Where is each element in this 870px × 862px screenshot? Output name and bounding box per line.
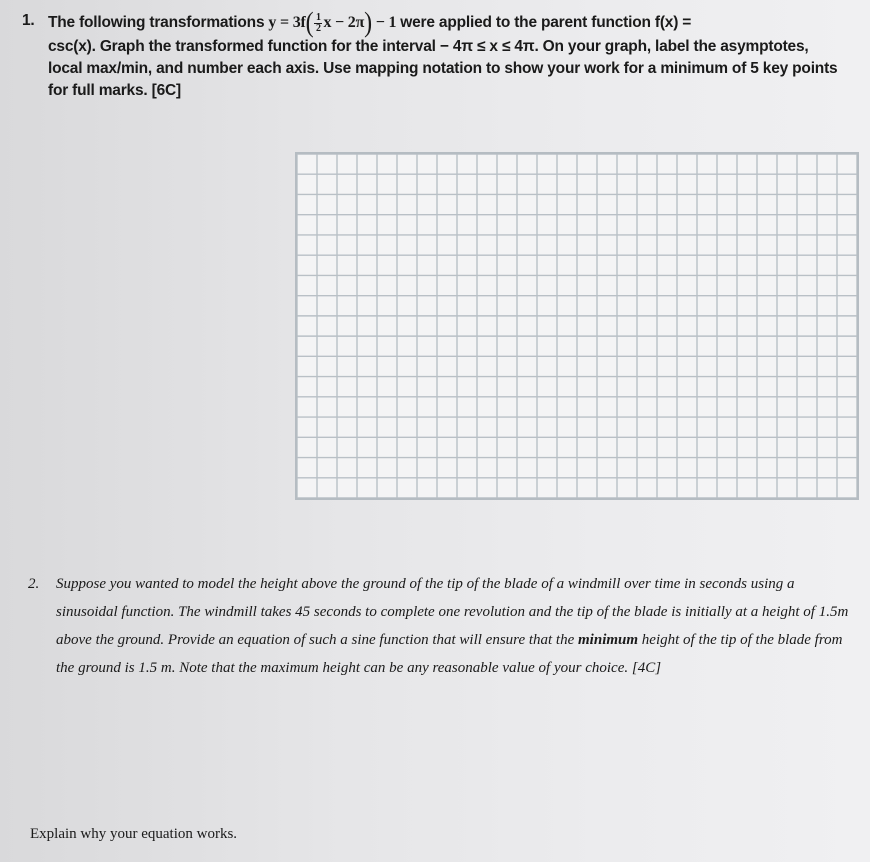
question-2-emphasis: minimum <box>578 632 639 648</box>
question-2 <box>28 570 858 682</box>
question-2-text <box>56 570 858 682</box>
fraction-denominator: 2 <box>316 22 321 34</box>
equation-y: y = <box>268 14 289 31</box>
transformation-equation <box>268 7 397 39</box>
question-1-number: 1. <box>22 12 35 29</box>
close-paren: ) <box>364 7 372 39</box>
question-1-first-line <box>48 7 842 39</box>
question-1-rest: csc(x). Graph the transformed function for the interval − 4π ≤ x ≤ 4π. On your graph, label the asymptotes, local max/min, and number each axis. Use mapping notation to show your work for a minimum of 5 key points for full marks. [6C] <box>48 38 838 99</box>
explain-prompt: Explain why your equation works. <box>30 826 238 842</box>
equation-inner: x − 2π <box>323 14 365 31</box>
fraction-numerator: 1 <box>316 11 321 23</box>
equation-coefficient: 3f <box>292 14 306 31</box>
question-1-after-equation: were applied to the parent function f(x) = <box>400 14 692 31</box>
graph-grid-lines <box>297 154 857 498</box>
question-2-text-after: height of the tip of the blade from the ground is 1.5 m. Note that the maximum height can be any reasonable value of your choice. [4C] <box>56 632 843 676</box>
question-1-intro: The following transformations <box>48 14 265 31</box>
equation-tail: − 1 <box>375 14 397 31</box>
equation-fraction <box>314 13 322 34</box>
question-2-text-before: Suppose you wanted to model the height above the ground of the tip of the blade of a windmill over time in seconds using a sinusoidal function. The windmill takes 45 seconds to complete one revolution and the tip of the blade is initially at a height of 1.5m above the ground. Provide an equation of such a sine function that will ensure that the <box>56 576 849 648</box>
question-1 <box>22 7 842 102</box>
graph-grid[interactable] <box>295 152 859 500</box>
question-1-text <box>48 7 842 102</box>
open-paren: ( <box>305 7 314 39</box>
question-2-number: 2. <box>28 576 40 592</box>
